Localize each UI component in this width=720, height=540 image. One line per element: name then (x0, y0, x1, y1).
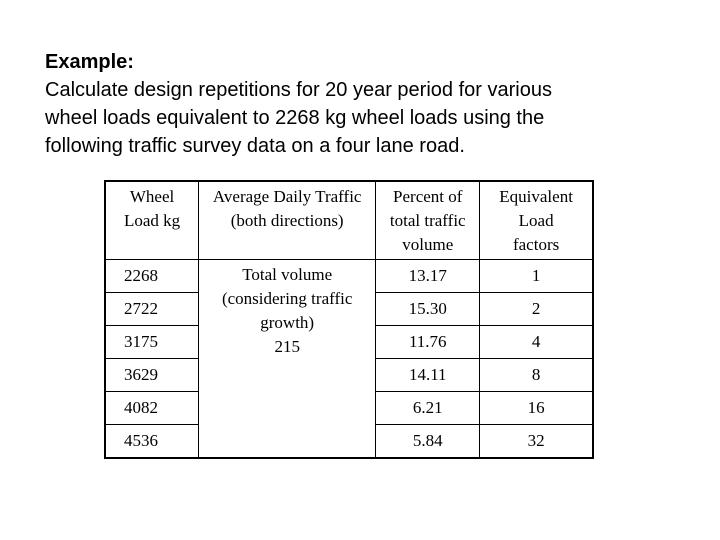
percent-cell: 6.21 (376, 392, 480, 425)
header-wheel-load-line-1: Wheel (129, 187, 175, 206)
header-percent-line-2: total traffic (389, 211, 466, 230)
percent-cell: 5.84 (376, 425, 480, 459)
wheel-load-cell: 4082 (105, 392, 199, 425)
factor-cell: 2 (531, 299, 541, 318)
header-percent-traffic (376, 181, 480, 260)
factor-cell: 16 (527, 398, 545, 417)
header-adt-line-2: (both directions) (230, 211, 344, 230)
header-elf-line-2: Load (518, 211, 554, 230)
wheel-load-cell: 2722 (105, 293, 199, 326)
average-daily-traffic-cell (199, 260, 376, 459)
factor-cell: 4 (531, 332, 541, 351)
problem-statement (45, 48, 685, 160)
header-percent-line-1: Percent of (393, 187, 463, 206)
percent-cell: 13.17 (376, 260, 480, 293)
wheel-load-cell: 4536 (105, 425, 199, 459)
percent-cell: 15.30 (376, 293, 480, 326)
header-wheel-load-line-2: Load kg (123, 211, 181, 230)
factor-cell: 32 (527, 431, 545, 450)
factor-cell: 8 (531, 365, 541, 384)
table-header-row (105, 181, 593, 260)
header-wheel-load (105, 181, 199, 260)
statement-line-1: Calculate design repetitions for 20 year period for various (45, 79, 552, 101)
adt-cell-line-4: 215 (274, 337, 300, 356)
percent-cell: 11.76 (376, 326, 480, 359)
statement-line-2: wheel loads equivalent to 2268 kg wheel loads using the (45, 107, 545, 129)
adt-cell-line-2: (considering traffic (221, 289, 353, 308)
percent-cell: 14.11 (376, 359, 480, 392)
wheel-load-cell: 3175 (105, 326, 199, 359)
table-row (105, 260, 593, 293)
wheel-load-cell: 3629 (105, 359, 199, 392)
header-equivalent-load-factors (480, 181, 593, 260)
factor-cell: 1 (531, 266, 541, 285)
header-percent-line-3: volume (402, 235, 454, 254)
header-elf-line-3: factors (512, 235, 560, 254)
wheel-load-cell: 2268 (105, 260, 199, 293)
adt-cell-line-3: growth) (260, 313, 315, 332)
traffic-survey-table (104, 180, 594, 459)
adt-cell-line-1: Total volume (242, 265, 333, 284)
header-adt-line-1: Average Daily Traffic (212, 187, 362, 206)
header-average-daily-traffic (199, 181, 376, 260)
header-elf-line-1: Equivalent (499, 187, 573, 206)
statement-line-3: following traffic survey data on a four lane road. (45, 135, 465, 157)
example-heading: Example: (45, 51, 134, 73)
